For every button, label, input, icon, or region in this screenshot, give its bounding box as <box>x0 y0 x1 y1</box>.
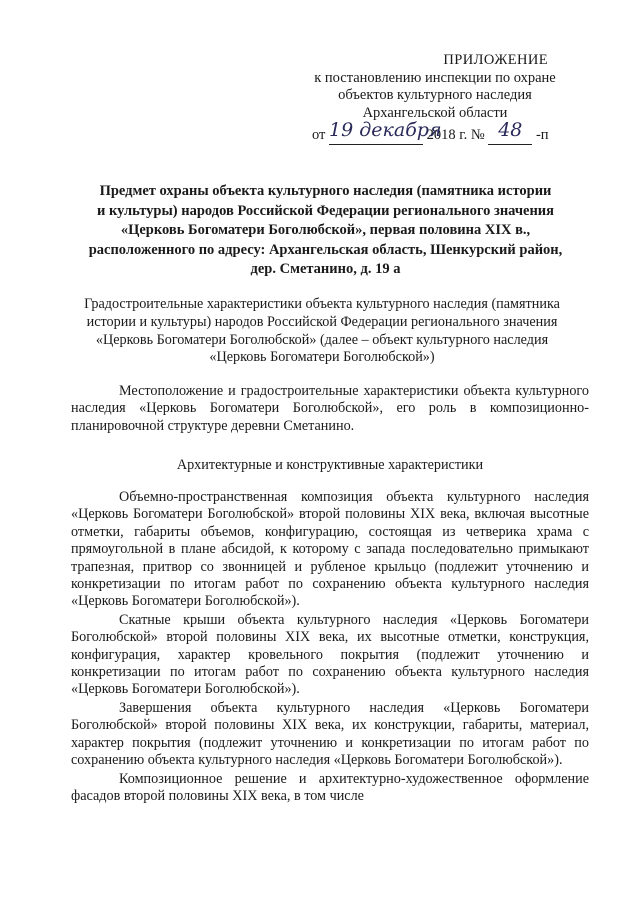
main-paragraphs <box>71 489 589 805</box>
paragraph-composition: Объемно-пространственная композиция объекта культурного наследия «Церковь Богоматери Боголюбской» второй половины XIX века, включая высотные отметки, габариты объемов, конфигурацию, состоящая из четверика храма с прямоугольной в плане абсидой, к которому с запада последовательно примыкают трапезная, притвор со звонницей и рубленое крыльцо (подлежит уточнению и конкретизации по итогам работ по сохранению объекта культурного наследия «Церковь Богоматери Боголюбской»). <box>71 489 589 610</box>
intro-line-3: «Церковь Богоматери Боголюбской» (далее – объект культурного наследия <box>95 331 549 348</box>
order-date-field <box>329 119 442 145</box>
order-date-handwritten: 19 декабря <box>329 119 442 141</box>
title-line-3: «Церковь Богоматери Боголюбской», первая половина XIX в., <box>120 222 531 239</box>
appendix-line-3: Архангельской области <box>362 104 508 121</box>
intro-line-4: «Церковь Богоматери Боголюбской») <box>209 349 435 366</box>
paragraph-facades: Композиционное решение и архитектурно-художественное оформление фасадов второй половины XIX века, в том числе <box>71 770 589 804</box>
title-line-4: расположенного по адресу: Архангельская область, Шенкурский район, <box>88 241 563 258</box>
paragraph-tops: Завершения объекта культурного наследия «Церковь Богоматери Боголюбской» второй половины XIX века, их конструкции, габариты, материал, характер покрытия (подлежит уточнению и конкретизации по итогам работ по сохранению объекта культурного наследия «Церковь Богоматери Боголюбской»). <box>71 699 589 769</box>
order-line <box>312 119 582 145</box>
title-line-5: дер. Сметанино, д. 19 а <box>250 261 401 278</box>
appendix-title: ПРИЛОЖЕНИЕ <box>443 52 548 68</box>
order-number-field <box>488 119 532 145</box>
intro-line-1: Градостроительные характеристики объекта культурного наследия (памятника <box>84 296 560 312</box>
appendix-line-2: объектов культурного наследия <box>338 87 532 103</box>
order-year: 2018 г. № <box>426 127 485 143</box>
section-heading: Архитектурные и конструктивные характеристики <box>176 457 484 473</box>
location-paragraph: Местоположение и градостроительные характеристики объекта культурного наследия «Церковь Богоматери Боголюбской», его роль в композиционно-планировочной структуре деревни Сметанино. <box>71 383 589 434</box>
title-line-2: и культуры) народов Российской Федерации регионального значения <box>96 202 555 219</box>
intro-line-2: истории и культуры) народов Российской Федерации регионального значения <box>86 313 558 330</box>
appendix-header <box>300 52 570 122</box>
document-title <box>68 182 583 280</box>
order-suffix: -п <box>535 127 549 143</box>
order-prefix: от <box>312 127 326 143</box>
intro-block <box>48 296 596 367</box>
title-line-1: Предмет охраны объекта культурного наследия (памятника истории <box>99 183 552 199</box>
order-number-handwritten: 48 <box>498 119 523 141</box>
location-section <box>71 383 589 435</box>
paragraph-roofs: Скатные крыши объекта культурного наследия «Церковь Богоматери Боголюбской» второй половины XIX века, их высотные отметки, конструкция, конфигурация, характер кровельного покрытия (подлежит уточнению и конкретизации по итогам работ по сохранению объекта культурного наследия «Церковь Богоматери Боголюбской»). <box>71 611 589 698</box>
appendix-line-1: к постановлению инспекции по охране <box>314 69 556 86</box>
